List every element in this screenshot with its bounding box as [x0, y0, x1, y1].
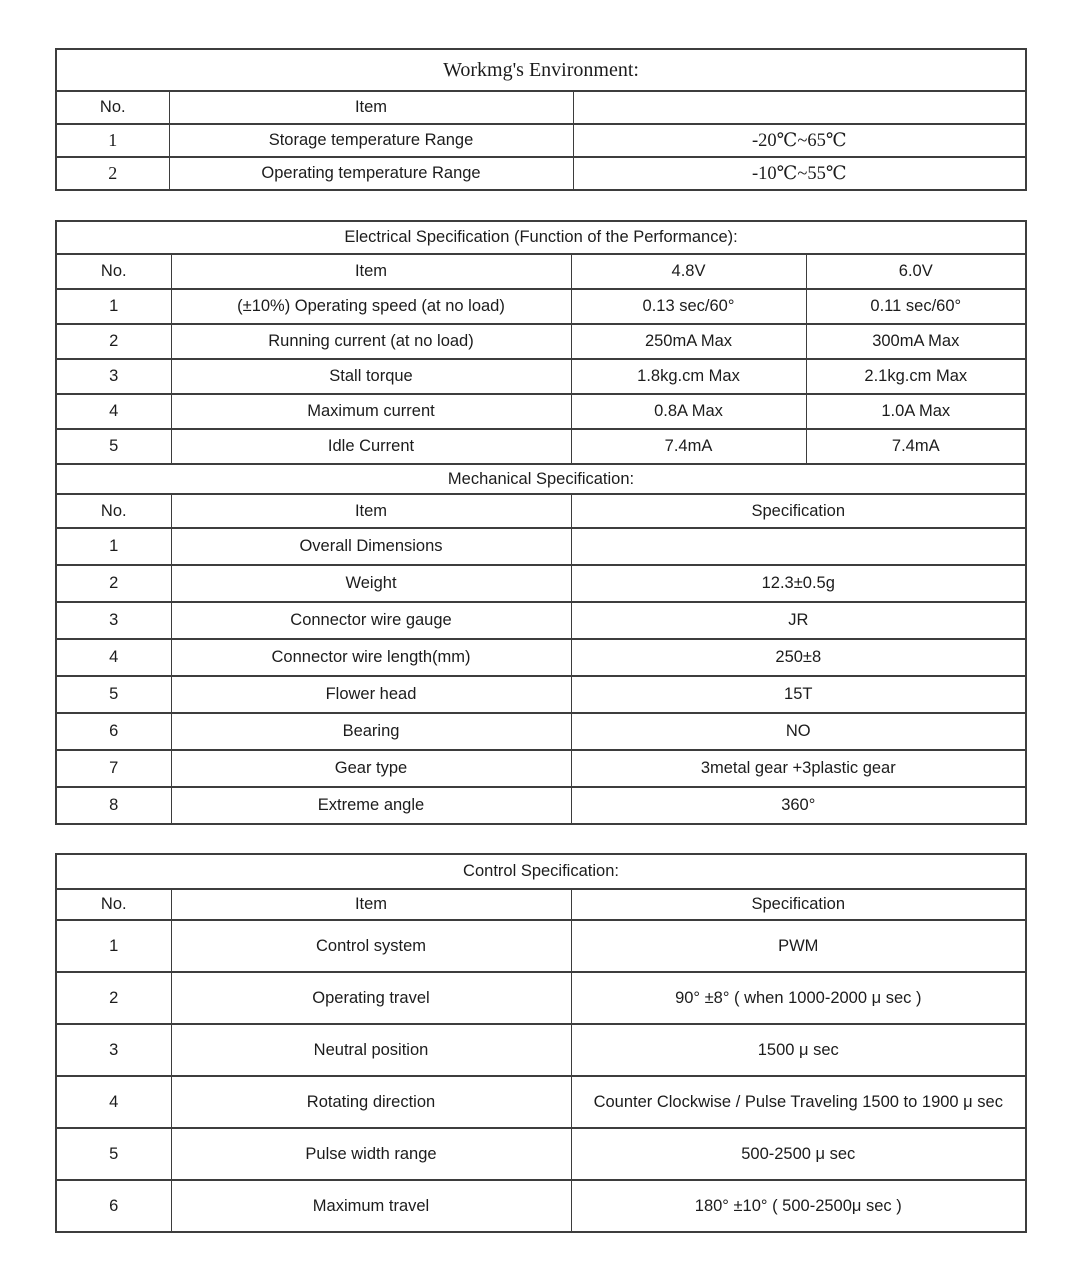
cell-item: Neutral position: [171, 1024, 571, 1076]
table-row: [56, 1024, 1026, 1076]
table-row: [56, 713, 1026, 750]
cell-no: 5: [56, 429, 171, 464]
cell-no: 6: [56, 1180, 171, 1232]
column-header-spec: [573, 91, 1026, 124]
cell-spec: 90° ±8° ( when 1000-2000 μ sec ): [571, 972, 1026, 1024]
cell-value-4-8v: 250mA Max: [571, 324, 806, 359]
cell-value-4-8v: 0.8A Max: [571, 394, 806, 429]
control-table-title: Control Specification:: [56, 854, 1026, 889]
cell-item: Overall Dimensions: [171, 528, 571, 565]
column-header-6-0v: 6.0V: [806, 254, 1026, 289]
cell-spec: PWM: [571, 920, 1026, 972]
cell-item: Maximum travel: [171, 1180, 571, 1232]
cell-item: Stall torque: [171, 359, 571, 394]
table-row: [56, 676, 1026, 713]
mechanical-table-title: Mechanical Specification:: [56, 464, 1026, 494]
cell-no: 4: [56, 1076, 171, 1128]
table-row: [56, 854, 1026, 889]
cell-value-4-8v: 0.13 sec/60°: [571, 289, 806, 324]
cell-item: Storage temperature Range: [169, 124, 573, 157]
environment-table: [55, 48, 1027, 191]
table-row: [56, 157, 1026, 190]
table-row: [56, 787, 1026, 824]
environment-table-title: Workmg's Environment:: [56, 49, 1026, 91]
cell-spec: -20℃~65℃: [573, 124, 1026, 157]
table-row: [56, 750, 1026, 787]
cell-value-6-0v: 2.1kg.cm Max: [806, 359, 1026, 394]
cell-spec: 12.3±0.5g: [571, 565, 1026, 602]
cell-spec: NO: [571, 713, 1026, 750]
cell-spec: 180° ±10° ( 500-2500μ sec ): [571, 1180, 1026, 1232]
cell-no: 5: [56, 1128, 171, 1180]
table-row: [56, 49, 1026, 91]
cell-item: Pulse width range: [171, 1128, 571, 1180]
cell-spec: Counter Clockwise / Pulse Traveling 1500 to 1900 μ sec: [571, 1076, 1026, 1128]
table-row: [56, 528, 1026, 565]
cell-no: 7: [56, 750, 171, 787]
table-row: [56, 464, 1026, 494]
cell-no: 1: [56, 528, 171, 565]
cell-item: Maximum current: [171, 394, 571, 429]
table-row: [56, 889, 1026, 920]
cell-spec: 15T: [571, 676, 1026, 713]
cell-item: Flower head: [171, 676, 571, 713]
table-row: [56, 91, 1026, 124]
table-row: [56, 359, 1026, 394]
table-row: [56, 124, 1026, 157]
column-header-no: No.: [56, 494, 171, 528]
cell-no: 1: [56, 920, 171, 972]
column-header-4-8v: 4.8V: [571, 254, 806, 289]
cell-spec: JR: [571, 602, 1026, 639]
cell-value-6-0v: 7.4mA: [806, 429, 1026, 464]
cell-no: 2: [56, 157, 169, 190]
column-header-no: No.: [56, 91, 169, 124]
cell-no: 2: [56, 565, 171, 602]
electrical-table-title: Electrical Specification (Function of the Performance):: [56, 221, 1026, 254]
cell-spec: 250±8: [571, 639, 1026, 676]
cell-no: 6: [56, 713, 171, 750]
cell-no: 4: [56, 639, 171, 676]
column-header-item: Item: [169, 91, 573, 124]
cell-item: Connector wire gauge: [171, 602, 571, 639]
cell-no: 2: [56, 324, 171, 359]
cell-item: Gear type: [171, 750, 571, 787]
table-row: [56, 429, 1026, 464]
table-row: [56, 1128, 1026, 1180]
cell-no: 8: [56, 787, 171, 824]
cell-item: Operating travel: [171, 972, 571, 1024]
table-row: [56, 1180, 1026, 1232]
cell-item: Running current (at no load): [171, 324, 571, 359]
cell-no: 1: [56, 124, 169, 157]
cell-item: Operating temperature Range: [169, 157, 573, 190]
cell-item: Bearing: [171, 713, 571, 750]
cell-item: (±10%) Operating speed (at no load): [171, 289, 571, 324]
table-row: [56, 494, 1026, 528]
cell-no: 5: [56, 676, 171, 713]
control-table: [55, 853, 1027, 1233]
column-header-no: No.: [56, 254, 171, 289]
cell-value-6-0v: 300mA Max: [806, 324, 1026, 359]
cell-item: Weight: [171, 565, 571, 602]
cell-spec: 500-2500 μ sec: [571, 1128, 1026, 1180]
table-row: [56, 324, 1026, 359]
electrical-mechanical-table: [55, 220, 1027, 825]
cell-spec: 3metal gear +3plastic gear: [571, 750, 1026, 787]
cell-no: 4: [56, 394, 171, 429]
table-row: [56, 394, 1026, 429]
cell-no: 2: [56, 972, 171, 1024]
cell-spec: 360°: [571, 787, 1026, 824]
table-row: [56, 1076, 1026, 1128]
table-row: [56, 920, 1026, 972]
cell-item: Idle Current: [171, 429, 571, 464]
cell-value-4-8v: 7.4mA: [571, 429, 806, 464]
cell-item: Extreme angle: [171, 787, 571, 824]
table-row: [56, 972, 1026, 1024]
cell-no: 3: [56, 1024, 171, 1076]
cell-item: Connector wire length(mm): [171, 639, 571, 676]
cell-value-6-0v: 0.11 sec/60°: [806, 289, 1026, 324]
cell-item: Rotating direction: [171, 1076, 571, 1128]
table-row: [56, 602, 1026, 639]
cell-item: Control system: [171, 920, 571, 972]
cell-spec: [571, 528, 1026, 565]
column-header-item: Item: [171, 494, 571, 528]
table-row: [56, 639, 1026, 676]
cell-no: 1: [56, 289, 171, 324]
table-row: [56, 289, 1026, 324]
column-header-no: No.: [56, 889, 171, 920]
table-row: [56, 565, 1026, 602]
column-header-spec: Specification: [571, 494, 1026, 528]
column-header-item: Item: [171, 889, 571, 920]
column-header-item: Item: [171, 254, 571, 289]
cell-no: 3: [56, 602, 171, 639]
cell-spec: 1500 μ sec: [571, 1024, 1026, 1076]
cell-value-4-8v: 1.8kg.cm Max: [571, 359, 806, 394]
table-row: [56, 221, 1026, 254]
cell-value-6-0v: 1.0A Max: [806, 394, 1026, 429]
cell-spec: -10℃~55℃: [573, 157, 1026, 190]
table-row: [56, 254, 1026, 289]
cell-no: 3: [56, 359, 171, 394]
column-header-spec: Specification: [571, 889, 1026, 920]
